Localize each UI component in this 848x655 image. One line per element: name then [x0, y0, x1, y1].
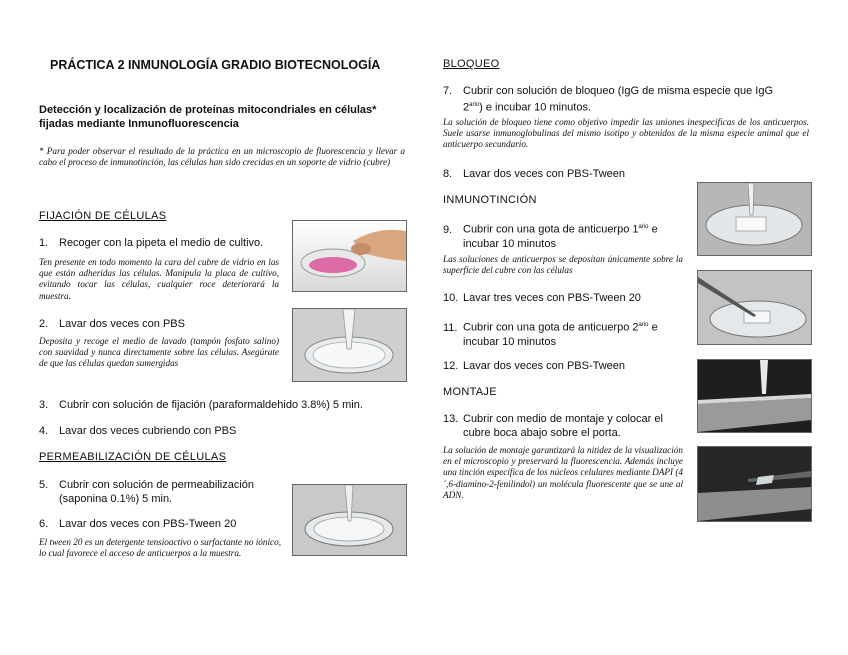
superscript: ario [638, 224, 649, 230]
step-text: Lavar dos veces con PBS-Tween [463, 168, 626, 180]
step-number: 1. [39, 237, 49, 249]
step-text: Lavar tres veces con PBS-Tween 20 [463, 292, 641, 304]
step-text-cont: cubre boca abajo sobre el porta. [463, 427, 621, 439]
note-step-13: La solución de montaje garantizará la nitidez de la visualización en el microscopio y preservará la fluorescencia. Además incluye una tinción específica de los núcleos celulares mediante DAPI (4´,6-diamino-2-fenilindol) un molécula fluorescente que se une al ADN. [443, 445, 683, 500]
step-12 [443, 359, 625, 373]
step-number: 12. [443, 360, 459, 372]
note-step-1: Ten presente en todo momento la cara del cubre de vidrio en las que están adheridas las células. Manipula la placa de cultivo, evitando tocar las células, cualquier roce deteriorará la muestra. [39, 257, 279, 301]
photo-wash-petri-dish [292, 308, 407, 382]
step-number: 4. [39, 425, 49, 437]
step-3 [39, 398, 363, 412]
step-number: 2. [39, 318, 49, 330]
photo-antibody-drop-2 [697, 270, 812, 345]
step-text: Cubrir con solución de bloqueo (IgG de misma especie que IgG [463, 85, 774, 97]
note-step-9: Las soluciones de anticuerpos se depositan únicamente sobre la superficie del cubre con las células [443, 254, 683, 276]
step-text: Cubrir con solución de permeabilización [59, 479, 255, 491]
step-7 [443, 84, 773, 115]
note-step-7: La solución de bloqueo tiene como objetivo impedir las uniones inespecíficas de los anticuerpos. Suele usarse inmunoglobulinas del mismo isotipo y obtenidos de la misma especie animal que el anticuerpo secundario. [443, 117, 809, 150]
subtitle-line-1: Detección y localización de proteínas mitocondriales en células* [39, 104, 377, 116]
step-number: 7. [443, 85, 453, 97]
step-13 [443, 412, 663, 440]
step-text: Cubrir con una gota de anticuerpo 2 [463, 321, 639, 334]
step-5 [39, 478, 254, 506]
step-text: Lavar dos veces con PBS-Tween [463, 360, 626, 372]
section-header-montaje: MONTAJE [443, 386, 497, 398]
step-number: 3. [39, 399, 49, 411]
superscript: ario [638, 322, 649, 328]
step-number: 13. [443, 413, 459, 425]
step-1 [39, 236, 263, 250]
note-step-2: Deposita y recoge el medio de lavado (tampón fosfato salino) con suavidad y nunca directamente sobre las células. Asegúrate de que las células quedan sumergidas [39, 336, 279, 369]
photo-antibody-drop-1 [697, 182, 812, 256]
page-title: PRÁCTICA 2 INMUNOLOGÍA GRADIO BIOTECNOLOGÍA [50, 58, 381, 72]
step-number: 11. [443, 321, 458, 334]
step-number: 9. [443, 223, 453, 236]
photo-mounting-slide [697, 359, 812, 433]
step-6 [39, 517, 236, 531]
step-text-cont: 2 [463, 101, 470, 114]
step-8 [443, 167, 625, 181]
section-header-fijacion: FIJACIÓN DE CÉLULAS [39, 210, 167, 222]
step-9 [443, 220, 658, 251]
step-text: Cubrir con solución de fijación (paraformaldehido 3.8%) 5 min. [59, 399, 363, 411]
section-header-inmunotincion: INMUNOTINCIÓN [443, 194, 537, 206]
step-number: 5. [39, 479, 49, 491]
step-text: Lavar dos veces con PBS-Tween 20 [59, 518, 237, 530]
step-text-cont: ) e incubar 10 minutos. [479, 101, 592, 114]
step-number: 8. [443, 168, 453, 180]
step-text: Recoger con la pipeta el medio de cultivo. [59, 237, 264, 249]
superscript: ario [469, 102, 480, 108]
section-header-bloqueo: BLOQUEO [443, 58, 500, 70]
step-2 [39, 317, 185, 331]
step-4 [39, 424, 236, 438]
photo-pipette-petri-dish [292, 220, 407, 292]
subtitle-line-2: fijadas mediante Inmunofluorescencia [39, 118, 239, 130]
intro-note: * Para poder observar el resultado de la práctica en un microscopio de fluorescencia y llevar a cabo el proceso de inmunotinción, las células han sido crecidas en un soporte de vidrio (cubre) [39, 146, 405, 168]
step-text: Cubrir con medio de montaje y colocar el [463, 413, 663, 425]
document-subtitle [39, 103, 419, 131]
step-text-cont: (saponina 0.1%) 5 min. [59, 493, 173, 505]
step-text-cont: incubar 10 minutos [463, 335, 556, 348]
step-text: e [648, 321, 658, 334]
step-text: e [648, 223, 658, 236]
step-text: Lavar dos veces con PBS [59, 318, 185, 330]
step-text-cont: incubar 10 minutos [463, 237, 556, 250]
step-text: Cubrir con una gota de anticuerpo 1 [463, 223, 639, 236]
step-10 [443, 291, 641, 305]
step-11 [443, 318, 658, 349]
step-number: 6. [39, 518, 49, 530]
step-text: Lavar dos veces cubriendo con PBS [59, 425, 237, 437]
step-number: 10. [443, 292, 459, 304]
photo-coverslip-placement [697, 446, 812, 522]
note-step-6: El tween 20 es un detergente tensioactivo o surfactante no iónico, lo cual favorece el acceso de anticuerpos a la muestra. [39, 537, 281, 559]
photo-permeabilization-dish [292, 484, 407, 556]
section-header-permeabilizacion: PERMEABILIZACIÓN DE CÉLULAS [39, 451, 227, 463]
